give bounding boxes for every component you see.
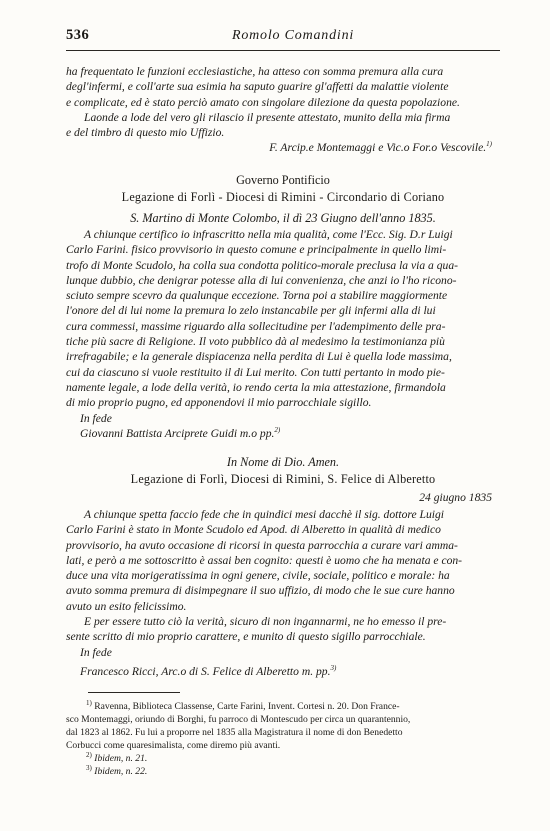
text-line: cura commessi, massime riguardo alla sollecitudine per l'adempimento delle pra-: [66, 319, 446, 333]
in-fede: In fede: [80, 411, 112, 425]
text-line: provvisorio, ha avuto occasione di ricorsi in questa parrocchia a curare vari amma-: [66, 538, 458, 552]
signature-line: [66, 660, 500, 679]
text-line: A chiunque spetta faccio fede che in quindici mesi dacchè il sig. dottore Luigi: [84, 508, 444, 521]
text-line: cui da ciascuno si vuole restituito il di Lui merito. Con tutti pertanto in modo pie-: [66, 365, 445, 379]
text-line: sciuto sempre scevro da qualunque eccezione. Torna poi a stabilire maggiormente: [66, 289, 448, 303]
section-heading: Governo Pontificio: [236, 173, 330, 187]
text-line: lunque dubbio, che denigrar potesse alla di lui convenienza, che anzi io l'ho ricono-: [66, 273, 457, 287]
text-line: avuto un esito felicissimo.: [66, 599, 187, 613]
footnote-text: Ibidem, n. 21.: [94, 753, 148, 764]
footnote-mark: 3): [86, 763, 92, 772]
text-line: namente legale, a lode della verità, io rendo certa la mia attestazione, firmandola: [66, 380, 446, 394]
date: 24 giugno 1835: [419, 491, 492, 504]
footnote-mark: 1): [86, 698, 92, 707]
text-line: e complicate, ed è stato perciò amato con singolare dilezione da questa popolazione.: [66, 95, 460, 109]
footnote: [66, 700, 506, 713]
footnote-text: Ibidem, n. 22.: [94, 766, 148, 777]
certificate-montemaggi: [66, 64, 500, 156]
text-line: ha frequentato le funzioni ecclesiastiche, ha atteso con somma premura alla cura: [66, 65, 444, 78]
header-rule: [66, 50, 500, 51]
footnote-ref: 2): [274, 426, 281, 434]
signature: F. Arcip.e Montemaggi e Vic.o For.o Vescovile.: [269, 141, 487, 155]
footnote-ref: 1): [486, 140, 492, 149]
text-line: Carlo Farini. fisico provvisorio in questo comune e principalmente in quello limi-: [66, 243, 447, 257]
footnotes: [66, 700, 506, 778]
page-number: 536: [66, 27, 90, 43]
in-fede: In fede: [80, 645, 112, 659]
footnote-text: dal 1823 al 1862. Fu lui a proporre nel 1835 alla Magistratura il nome di don Benedetto: [66, 727, 403, 738]
certificate-guidi: [66, 172, 500, 441]
text-line: irrefragabile; e la generale dispiacenza nella perdita di Lui è quella lode massima,: [66, 350, 452, 364]
text-line: A chiunque certifico io infrascritto nella mia qualità, come l'Ecc. Sig. D.r Luigi: [84, 228, 453, 241]
text-line: degl'infermi, e coll'arte sua esimia ha saputo guarire gl'affetti da malattie violente: [66, 80, 449, 94]
footnote: [66, 752, 506, 765]
footnote-rule: [88, 692, 180, 693]
text-line: Carlo Farini è stato in Monte Scudolo ed Apod. di Alberetto in qualità di medico: [66, 523, 441, 537]
signature: Francesco Ricci, Arc.o di S. Felice di Alberetto m. pp.: [80, 664, 331, 678]
text-line: di mio proprio pugno, ed apponendovi il mio parrocchiale sigillo.: [66, 396, 372, 410]
footnote-mark: 2): [86, 750, 92, 759]
signature: Giovanni Battista Arciprete Guidi m.o pp.: [80, 426, 275, 440]
text-line: trofo di Monte Scudolo, ha colla sua condotta politico-morale preclusa la via a qua-: [66, 258, 458, 272]
text-line: duce una vita morigeratissima in ogni genere, civile, sociale, politico e morale: ha: [66, 569, 450, 583]
signature-line: [66, 426, 500, 441]
text-line: sente scritto di mio proprio carattere, e munito di questo sigillo parrocchiale.: [66, 630, 426, 644]
dateline: S. Martino di Monte Colombo, il dì 23 Giugno dell'anno 1835.: [130, 211, 436, 225]
footnote-text: Ravenna, Biblioteca Classense, Carte Farini, Invent. Cortesi n. 20. Don France-: [94, 701, 400, 712]
section-subheading: Legazione di Forlì, Diocesi di Rimini, S. Felice di Alberetto: [130, 472, 436, 486]
footnote-text: sco Montemaggi, oriundo di Borghi, fu parroco di Montescudo per circa un quarantennio,: [66, 714, 411, 725]
section-heading: In Nome di Dio. Amen.: [226, 455, 340, 469]
section-subheading: Legazione di Forlì - Diocesi di Rimini - Circondario di Coriano: [121, 190, 445, 204]
text-line: l'onore del di lui nome la premura lo zelo instancabile per gli infermi alla di lui: [66, 304, 436, 318]
certificate-ricci: [66, 454, 500, 679]
footnote-ref: 3): [330, 664, 337, 673]
text-line: tiche più sacre di Religione. Il voto pubblico dà al medesimo la testimonianza più: [66, 335, 445, 349]
text-line: avuto somma premura di disimpegnare il suo uffizio, di modo che le sue cure hanno: [66, 584, 455, 598]
footnote: [66, 765, 506, 778]
text-line: Laonde a lode del vero gli rilascio il presente attestato, munito della mia firma: [84, 110, 451, 124]
footnote-text: Corbucci come quaresimalista, come diremo più avanti.: [66, 740, 281, 751]
signature-line: [66, 140, 500, 155]
text-line: E per essere tutto ciò la verità, sicuro di non ingannarmi, ne ho emesso il pre-: [84, 615, 447, 629]
running-title: Romolo Comandini: [232, 28, 355, 43]
text-line: lati, e però a me sottoscritto è assai ben cognito: questi è uomo che ha menata e con-: [66, 553, 463, 567]
text-line: e del timbro di questo mio Uffizio.: [66, 126, 225, 140]
